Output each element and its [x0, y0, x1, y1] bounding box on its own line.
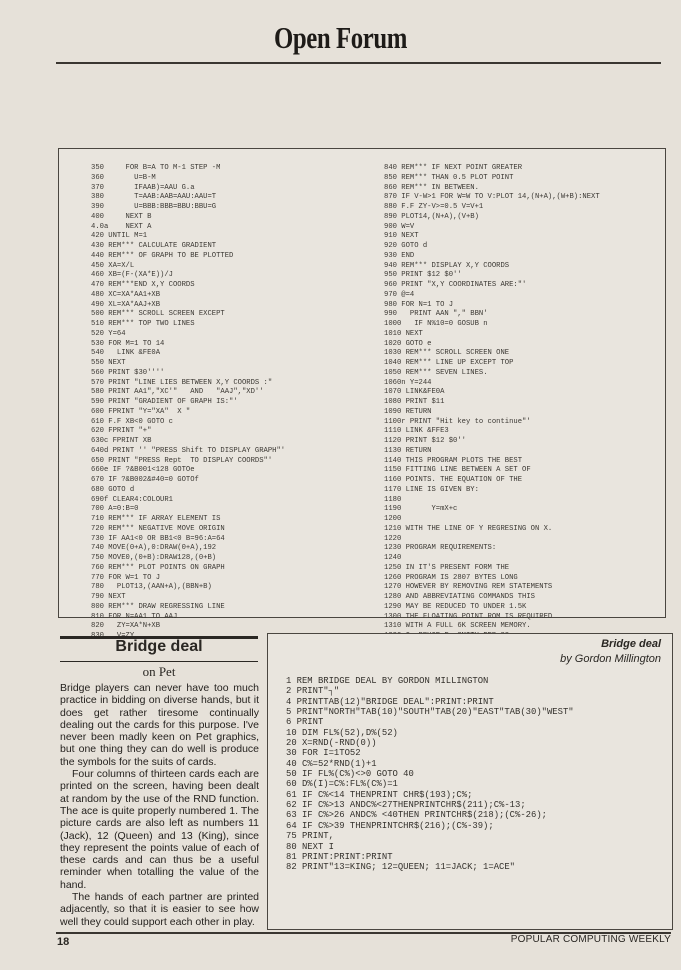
code-line: 970 @=4 [384, 290, 415, 299]
code-line: 1300 THE FLOATING POINT ROM IS REQUIRED [384, 612, 553, 621]
code-line: 64 IF C%>39 THENPRINTCHR$(216);(C%-39); [286, 820, 494, 831]
code-line: 400 NEXT B [91, 212, 152, 221]
code-line: 81 PRINT:PRINT:PRINT [286, 851, 393, 862]
code-line: 850 REM*** THAN 0.5 PLOT POINT [384, 173, 514, 182]
code-line: 590 PRINT "GRADIENT OF GRAPH IS:"' [91, 398, 238, 406]
code-line: 630c FPRINT XB [91, 437, 152, 445]
code-line: 760 REM*** PLOT POINTS ON GRAPH [91, 563, 225, 572]
code-line: 530 FOR M=1 TO 14 [91, 339, 165, 348]
code-line: 1310 WITH A FULL 6K SCREEN MEMORY. [384, 622, 531, 631]
code-line: 750 MOVE0,(0+B):DRAW128,(0+B) [91, 554, 217, 562]
code-line: 380 T=AAB:AAB=AAU:AAU=T [91, 193, 217, 202]
code-line: 1040 REM*** LINE UP EXCEPT TOP [384, 359, 514, 367]
program-byline: by Gordon Millington [560, 653, 661, 665]
code-line: 940 REM*** DISPLAY X,Y COORDS [384, 261, 510, 270]
code-line: 1150 FITTING LINE BETWEEN A SET OF [384, 466, 531, 475]
code-line: 640d PRINT '' "PRESS Shift TO DISPLAY GRAPH"' [91, 446, 286, 455]
code-line: 40 C%=52*RND(1)+1 [286, 758, 377, 769]
code-line: 550 NEXT [91, 359, 126, 367]
code-line: 1160 POINTS. THE EQUATION OF THE [384, 476, 523, 484]
code-line: 30 FOR I=1TO52 [286, 748, 361, 759]
code-line: 900 W=V [384, 222, 415, 231]
code-line: 780 PLOT13,(AAN+A),(BBN+B) [91, 583, 212, 592]
code-line: 1140 THIS PROGRAM PLOTS THE BEST [384, 456, 523, 465]
code-line: 390 U=BBB:BBB=BBU:BBU=G [91, 203, 217, 211]
code-line: 1290 MAY BE REDUCED TO UNDER 1.5K [384, 602, 527, 611]
code-line: 700 A=0:B=0 [91, 505, 139, 514]
code-line: 770 FOR W=1 TO J [91, 573, 161, 582]
code-line: 830 V=ZY [91, 632, 135, 640]
section-divider [60, 661, 258, 662]
code-line: 1090 RETURN [384, 407, 432, 416]
code-line: 540 LINK &FE0A [91, 349, 161, 358]
code-line: 6 PRINT [286, 717, 324, 728]
code-line: 440 REM*** OF GRAPH TO BE PLOTTED [91, 251, 234, 260]
code-line: 610 F.F XB<0 GOTO c [91, 417, 173, 426]
code-line: 1220 [384, 534, 402, 543]
code-line: 1190 Y=mX+c [384, 505, 458, 514]
code-line: 450 XA=X/L [91, 261, 135, 270]
code-line: 500 REM*** SCROLL SCREEN EXCEPT [91, 310, 225, 319]
code-line: 660e IF ?&B001<128 GOTOe [91, 466, 195, 475]
program-listing [286, 676, 574, 873]
code-line: 800 REM*** DRAW REGRESSING LINE [91, 602, 225, 611]
code-line: 1 REM BRIDGE DEAL BY GORDON MILLINGTON [286, 676, 489, 686]
code-line: 820 ZY=XA*N+XB [91, 622, 161, 631]
code-line: 1130 RETURN [384, 446, 432, 455]
code-line: 510 REM*** TOP TWO LINES [91, 320, 195, 328]
code-line: 4.0a NEXT A [91, 222, 152, 231]
code-line: 5 PRINT"NORTH"TAB(10)"SOUTH"TAB(20)"EAST"TAB(30)"WEST" [286, 707, 574, 718]
code-line: 1050 REM*** SEVEN LINES. [384, 368, 488, 377]
code-line: 1110 LINK &FFE3 [384, 427, 449, 436]
code-line: 80 NEXT I [286, 841, 334, 852]
code-line: 2 PRINT"┐" [286, 686, 340, 697]
code-line: 790 NEXT [91, 593, 126, 601]
code-line: 620 FPRINT "+" [91, 427, 152, 436]
listing-right-column [384, 164, 600, 642]
code-line: 840 REM*** IF NEXT POINT GREATER [384, 164, 523, 172]
page-number: 18 [57, 936, 70, 948]
code-line: 1030 REM*** SCROLL SCREEN ONE [384, 349, 510, 358]
header-rule [56, 62, 661, 64]
code-line: 1060n Y=244 [384, 378, 432, 387]
code-line: 980 FOR N=1 TO J [384, 300, 454, 309]
code-line: 430 REM*** CALCULATE GRADIENT [91, 242, 217, 250]
code-line: 63 IF C%>26 ANDC% <40THEN PRINTCHR$(218);(C%-26); [286, 810, 547, 821]
code-line: 670 IF ?&B002&#40=0 GOTOf [91, 476, 199, 484]
code-line: 730 IF AA1<0 OR BB1<0 B=96:A=64 [91, 534, 225, 543]
code-line: 1070 LINK&FE0A [384, 388, 445, 397]
magazine-name: POPULAR COMPUTING WEEKLY [510, 934, 671, 945]
code-line: 690f CLEAR4:COLOUR1 [91, 495, 173, 504]
code-line: 810 FOR N=AA1 TO AAJ [91, 612, 178, 621]
code-line: 1010 NEXT [384, 329, 423, 338]
code-line: 1020 GOTO e [384, 339, 432, 348]
code-line: 4 PRINTTAB(12)"BRIDGE DEAL":PRINT:PRINT [286, 696, 494, 707]
code-line: 1270 HOWEVER BY REMOVING REM STATEMENTS [384, 583, 553, 592]
code-line: 880 F.F ZY-V>=0.5 V=V+1 [384, 203, 484, 211]
code-line: 1240 [384, 554, 402, 562]
code-line: 1210 WITH THE LINE OF Y REGRESING ON X. [384, 524, 553, 533]
code-line: 1280 AND ABBREVIATING COMMANDS THIS [384, 593, 535, 601]
code-line: 650 PRINT "PRESS Rept TO DISPLAY COORDS"' [91, 456, 273, 465]
code-line: 420 UNTIL M=1 [91, 232, 148, 241]
code-line: 75 PRINT, [286, 831, 334, 842]
code-line: 960 PRINT "X,Y COORDINATES ARE:"' [384, 281, 527, 289]
code-line: 860 REM*** IN BETWEEN. [384, 183, 479, 192]
code-line: 870 IF V-W>1 FOR W=W TO V:PLOT 14,(N+A),(W+B):NEXT [384, 193, 600, 202]
code-line: 360 U=B-M [91, 173, 156, 182]
code-line: 710 REM*** IF ARRAY ELEMENT IS [91, 515, 221, 523]
code-line: 10 DIM FL%(52),D%(52) [286, 727, 398, 738]
code-line: 61 IF C%<14 THENPRINT CHR$(193);C%; [286, 789, 473, 800]
code-line: 930 END [384, 251, 415, 260]
article-paragraph: The hands of each partner are printed adjacently, so that it is easier to see how well they could support each other in play. [60, 891, 259, 928]
code-line: 600 FPRINT "Y="XA" X " [91, 407, 191, 416]
code-line: 1250 IN IT'S PRESENT FORM THE [384, 563, 510, 572]
code-line: 62 IF C%>13 ANDC%<27THENPRINTCHR$(211);C%-13; [286, 800, 526, 811]
code-line: 60 D%(I)=C%:FL%(C%)=1 [286, 779, 398, 790]
code-line: 950 PRINT $12 $0'' [384, 271, 462, 280]
code-line: 470 REM***END X,Y COORDS [91, 281, 195, 289]
code-line: 560 PRINT $30'''' [91, 368, 165, 377]
code-line: 370 IFAAB)=AAU G.a [91, 183, 195, 192]
code-line: 580 PRINT AA1","XC'" AND "AAJ","XD'' [91, 388, 264, 397]
code-line: 1120 PRINT $12 $0'' [384, 437, 466, 445]
article-paragraph: Bridge players can never have too much practice in bidding on diverse hands, but it does get rather tiresome continually dealing out the cards for this purpose. I've never been madly keen on Pet graphics, but one thing they can do well is produce the symbols for the suits of cards. [60, 682, 259, 768]
code-line: 920 GOTO d [384, 242, 428, 250]
code-line: 350 FOR B=A TO M-1 STEP -M [91, 164, 221, 172]
page-title: Open Forum [273, 20, 408, 55]
code-line: 1080 PRINT $11 [384, 398, 445, 406]
code-line: 520 Y=64 [91, 329, 126, 338]
code-line: 50 IF FL%(C%)<>0 GOTO 40 [286, 769, 414, 780]
code-line: 570 PRINT "LINE LIES BETWEEN X,Y COORDS :" [91, 378, 273, 387]
code-line: 460 XB=(F-(XA*E))/J [91, 271, 173, 280]
code-line: 1200 [384, 515, 402, 523]
code-line: 890 PLOT14,(N+A),(V+B) [384, 212, 479, 221]
code-line: 490 XL=XA*AAJ+XB [91, 300, 161, 309]
article-body [60, 682, 259, 928]
code-line: 82 PRINT"13=KING; 12=QUEEN; 11=JACK; 1=ACE" [286, 862, 516, 873]
section-subtitle: on Pet [142, 664, 176, 679]
code-line: 1260 PROGRAM IS 2807 BYTES LONG [384, 573, 518, 582]
code-line: 1230 PROGRAM REQUIREMENTS: [384, 544, 497, 553]
article-paragraph: Four columns of thirteen cards each are printed on the screen, having been dealt at random by the use of the RND function. The ace is quite properly numbered 1. The picture cards are also left as numbers 11 (Jack), 12 (Queen) and 13 (King), since they represent the points value of each of these cards and can thus be a useful reminder when totalling the value of the hand. [60, 768, 259, 891]
code-line: 1100r PRINT "Hit key to continue"' [384, 417, 531, 426]
listing-left-column [91, 164, 285, 642]
code-line: 680 GOTO d [91, 485, 135, 494]
code-line: 740 MOVE(0+A),0:DRAW(0+A),192 [91, 544, 217, 553]
code-line: 1170 LINE IS GIVEN BY: [384, 485, 479, 494]
code-line: 1000 IF N%10=0 GOSUB n [384, 320, 488, 328]
code-line: 20 X=RND(-RND(0)) [286, 738, 377, 749]
section-title: Bridge deal [115, 638, 203, 655]
code-line: 990 PRINT AAN "," BBN' [384, 310, 488, 319]
code-line: 480 XC=XA*AA1+XB [91, 290, 161, 299]
code-line: 910 NEXT [384, 232, 419, 241]
code-line: 720 REM*** NEGATIVE MOVE ORIGIN [91, 524, 225, 533]
program-title: Bridge deal [601, 638, 661, 650]
code-line: 1180 [384, 495, 402, 504]
